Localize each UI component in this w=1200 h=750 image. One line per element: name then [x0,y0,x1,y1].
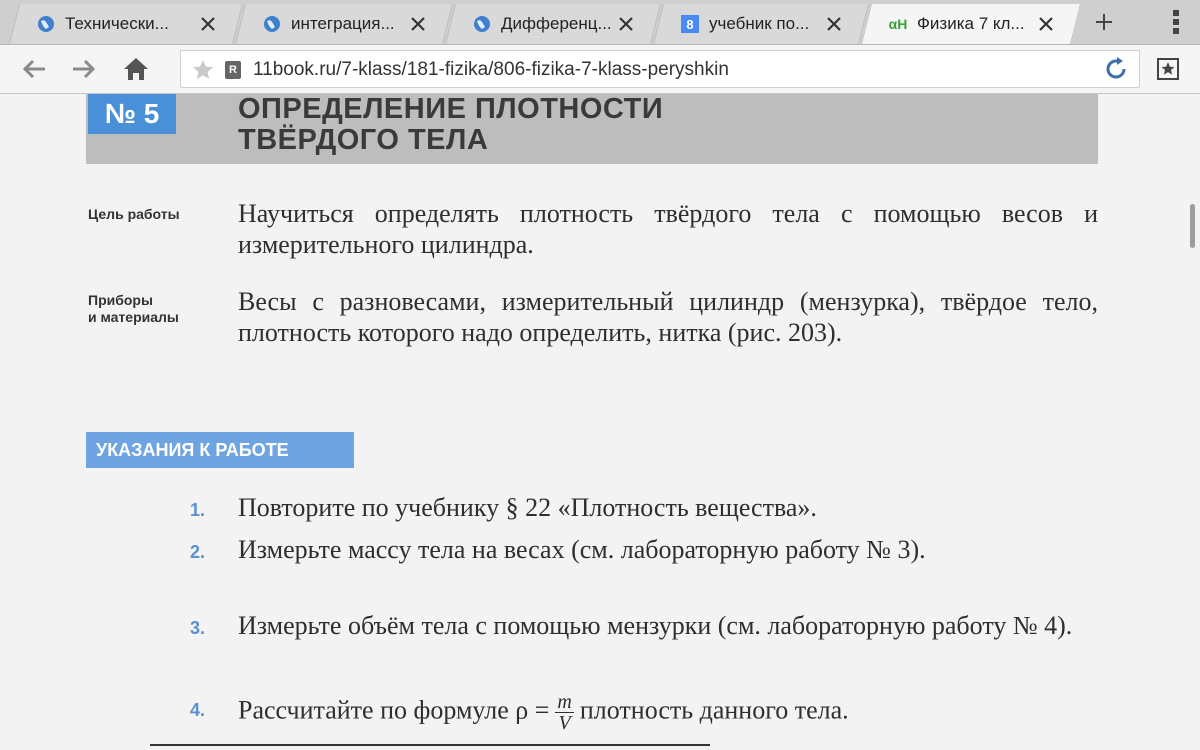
plus-icon [1094,12,1114,32]
tab-1[interactable] [9,4,243,44]
close-icon[interactable] [1035,13,1057,35]
materials-text: Весы с разновесами, измерительный цилиндр (мензурка), твёрдое тело, плотность которого надо определить, нитка (рис. 203). [238,287,1098,347]
materials-label-line-1: Приборы [88,292,153,308]
tab-4[interactable] [653,4,869,44]
divider [150,744,710,746]
home-button[interactable] [118,51,154,87]
close-icon[interactable] [407,13,429,35]
step-number: 3. [190,618,206,638]
bookmark-star-icon [1157,58,1179,80]
fraction-denominator: V [558,712,571,734]
title-line-2: ТВЁРДОГО ТЕЛА [238,124,489,156]
materials-label [88,292,179,326]
close-icon[interactable] [823,13,845,35]
materials-label-line-2: и материалы [88,309,179,325]
step-item [190,610,1100,676]
close-icon[interactable] [615,13,637,35]
forward-button[interactable] [66,51,102,87]
fraction-numerator: m [557,691,572,713]
section-header: УКАЗАНИЯ К РАБОТЕ [86,432,354,468]
tab-title: Технически... [65,14,169,33]
more-vertical-icon [1172,9,1180,35]
bookmark-button[interactable] [1150,51,1186,87]
globe-icon [473,15,491,33]
scrollbar-thumb[interactable] [1190,204,1195,248]
arrow-right-icon [71,58,97,80]
tab-title: интеграция... [291,14,395,33]
goal-label: Цель работы [88,206,180,222]
step-number: 2. [190,542,206,562]
reload-button[interactable] [1098,51,1134,87]
tab-2[interactable] [235,4,453,44]
site-logo-icon: αН [888,16,908,32]
close-icon[interactable] [197,13,219,35]
goal-text: Научиться определять плотность твёрдого тела с помощью весов и измерительного цилиндра. [238,199,1098,259]
work-number-badge: № 5 [88,94,176,134]
step-number: 1. [190,500,206,520]
site-badge-icon: R [225,61,241,79]
step-text: Измерьте объём тела с помощью мензурки (см. лабораторную работу № 4). [238,611,1073,640]
tab-title: Физика 7 кл... [917,14,1025,33]
browser-toolbar [0,45,1200,94]
step-item [190,692,1100,742]
formula-prefix: Рассчитайте по формуле ρ = [238,695,550,725]
tab-title: учебник по... [709,14,810,33]
step-text: Повторите по учебнику § 22 «Плотность вещества». [238,493,817,522]
page-content [0,94,1200,750]
back-button[interactable] [16,51,52,87]
title-line-1: ОПРЕДЕЛЕНИЕ ПЛОТНОСТИ [238,94,664,125]
tab-5-active[interactable] [861,4,1081,44]
overflow-menu-button[interactable] [1152,0,1200,44]
arrow-left-icon [21,58,47,80]
step-item [190,534,1100,600]
tab-strip [0,0,1200,45]
tab-3[interactable] [445,4,661,44]
new-tab-button[interactable] [1088,6,1120,38]
reload-icon [1103,56,1129,82]
formula-suffix: плотность данного тела. [579,695,849,725]
step-text: Измерьте массу тела на весах (см. лабораторную работу № 3). [238,535,926,564]
globe-icon [263,15,281,33]
step-item [190,492,1100,532]
address-bar[interactable] [180,50,1140,88]
globe-icon [37,15,55,33]
page-title [238,94,838,156]
google-icon: 8 [681,15,699,33]
star-outline-icon[interactable] [191,58,215,87]
home-icon [122,56,150,82]
url-text[interactable]: 11book.ru/7-klass/181-fizika/806-fizika-7-klass-peryshkin [253,59,729,80]
formula-fraction [555,692,573,733]
tab-title: Дифференц... [501,14,612,33]
step-number: 4. [190,700,206,720]
step-text [238,692,1100,733]
